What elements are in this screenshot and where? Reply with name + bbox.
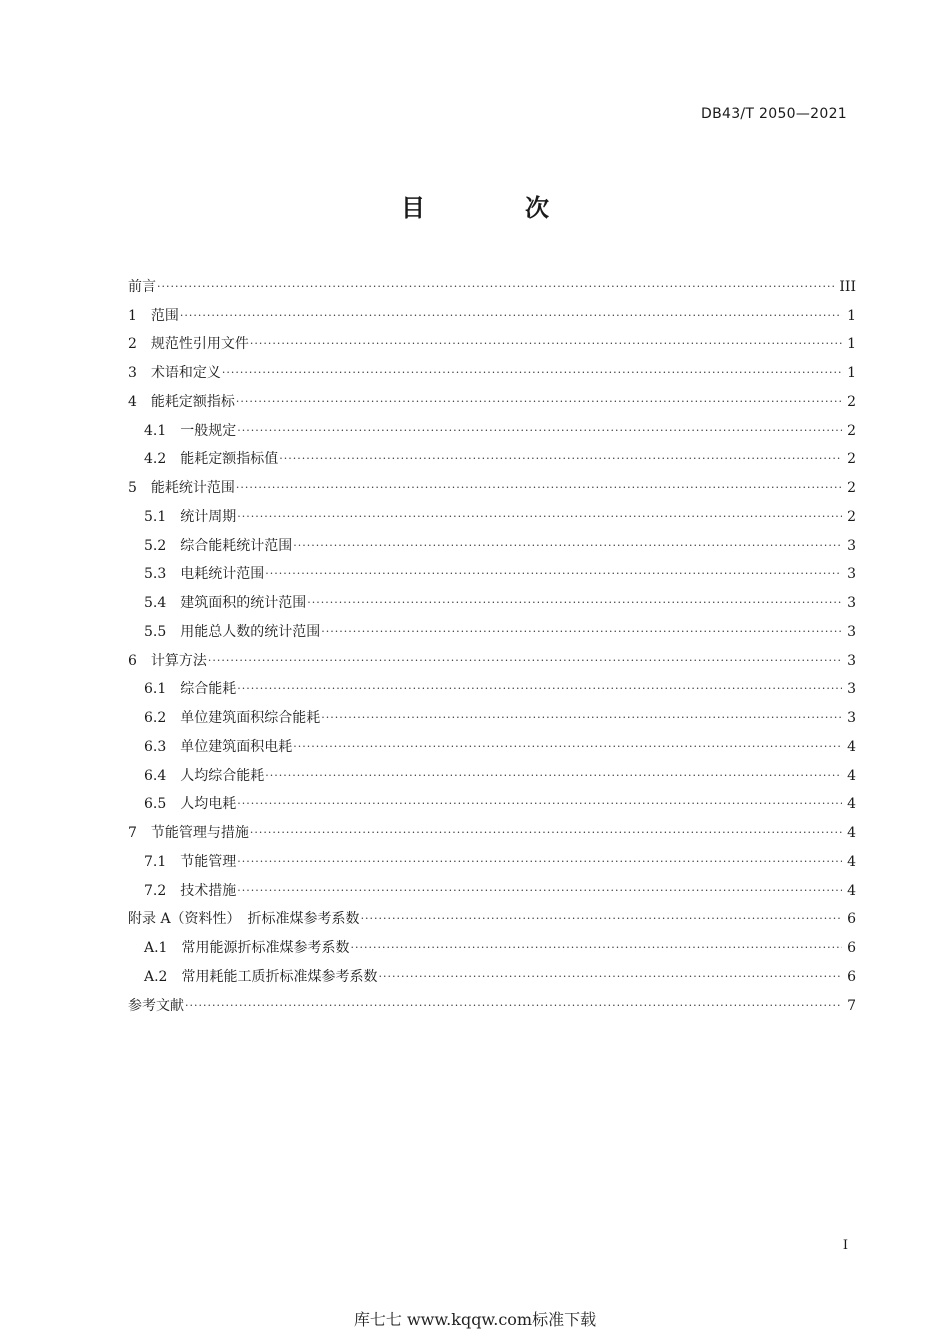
toc-entry-number: 2: [128, 336, 151, 353]
toc-entry-page: 4: [847, 825, 856, 841]
toc-entry[interactable]: [128, 354, 856, 383]
toc-entry-number: 6.3: [144, 738, 181, 755]
toc-entry-title: 一般规定: [180, 422, 237, 439]
dot-leader: [237, 794, 842, 814]
toc-entry-number: 6.1: [144, 681, 181, 698]
toc-entry-page: 6: [847, 968, 856, 985]
dot-leader: [157, 277, 835, 297]
toc-entry-title: 节能管理与措施: [150, 825, 249, 841]
toc-entry-title: 单位建筑面积综合能耗: [180, 710, 321, 726]
toc-entry-title: 建筑面积的统计范围: [180, 595, 307, 611]
page-title: 目 次: [401, 194, 587, 222]
toc-entry[interactable]: [128, 843, 856, 872]
dot-leader: [293, 737, 842, 757]
toc-entry-title: 人均综合能耗: [180, 767, 265, 784]
toc-entry-number: 5: [128, 480, 151, 496]
toc-entry-number: 4.2: [144, 451, 181, 468]
toc-entry-page: 2: [847, 480, 856, 496]
toc-entry[interactable]: [128, 671, 856, 700]
toc-entry-title: 综合能耗: [180, 681, 237, 698]
toc-entry-title: 单位建筑面积电耗: [180, 738, 293, 755]
dot-leader: [265, 564, 842, 584]
toc-entry-title: 综合能耗统计范围: [180, 537, 293, 554]
dot-leader: [237, 679, 842, 699]
dot-leader: [265, 766, 842, 786]
toc-entry-page: 7: [847, 997, 856, 1014]
toc-entry-page: 6: [847, 940, 856, 956]
toc-entry-title: 用能总人数的统计范围: [180, 623, 321, 640]
toc-entry-page: 1: [847, 336, 856, 353]
toc-entry[interactable]: [128, 872, 856, 901]
toc-entry-title: 规范性引用文件: [150, 336, 249, 353]
page-number: I: [842, 1238, 848, 1253]
toc-entry[interactable]: [128, 556, 856, 585]
toc-entry-page: 3: [847, 595, 856, 611]
toc-entry[interactable]: [128, 757, 856, 786]
dot-leader: [361, 909, 842, 929]
toc-entry-title: 能耗定额指标值: [180, 451, 279, 468]
toc-entry-number: 5.3: [144, 566, 181, 583]
toc-entry[interactable]: [128, 642, 856, 671]
toc-entry-page: 3: [847, 710, 856, 726]
toc-entry-page: 1: [847, 365, 856, 381]
toc-entry[interactable]: [128, 613, 856, 642]
dot-leader: [279, 449, 842, 469]
table-of-contents: [128, 268, 856, 1016]
toc-entry-title: 附录 A（资料性） 折标准煤参考系数: [128, 911, 360, 928]
toc-entry-number: A.2: [144, 968, 182, 985]
dot-leader: [321, 708, 842, 728]
toc-entry-title: 技术措施: [180, 882, 237, 899]
toc-entry-title: 能耗统计范围: [150, 480, 235, 496]
toc-entry[interactable]: [128, 297, 856, 326]
toc-entry-page: 3: [847, 566, 856, 583]
toc-entry-title: 节能管理: [180, 853, 237, 870]
toc-entry-title: 计算方法: [150, 652, 207, 669]
toc-entry[interactable]: [128, 584, 856, 613]
toc-entry-page: III: [839, 278, 856, 295]
dot-leader: [378, 967, 842, 987]
toc-entry[interactable]: [128, 469, 856, 498]
toc-entry-number: 4.1: [144, 422, 181, 439]
toc-entry-page: 3: [847, 652, 856, 669]
toc-entry-title: 常用耗能工质折标准煤参考系数: [181, 968, 378, 985]
toc-entry[interactable]: [128, 958, 856, 987]
dot-leader: [350, 938, 842, 958]
document-code: DB43/T 2050—2021: [701, 106, 847, 122]
dot-leader: [237, 852, 842, 872]
toc-entry-number: 6.4: [144, 767, 181, 784]
toc-entry-page: 4: [847, 738, 856, 755]
toc-entry-number: 5.1: [144, 508, 181, 525]
toc-entry[interactable]: [128, 326, 856, 355]
dot-leader: [237, 421, 842, 441]
toc-entry[interactable]: [128, 412, 856, 441]
toc-entry[interactable]: [128, 383, 856, 412]
toc-entry-title: 统计周期: [180, 508, 237, 525]
toc-entry-page: 2: [847, 393, 856, 410]
toc-entry-title: 范围: [150, 307, 179, 324]
dot-leader: [185, 996, 842, 1016]
dot-leader: [222, 363, 842, 383]
toc-entry[interactable]: [128, 441, 856, 470]
toc-entry-page: 4: [847, 882, 856, 899]
dot-leader: [208, 651, 842, 671]
toc-entry-page: 2: [847, 508, 856, 525]
toc-entry-page: 3: [847, 681, 856, 698]
toc-entry[interactable]: [128, 728, 856, 757]
toc-entry-page: 3: [847, 537, 856, 554]
toc-entry-page: 6: [847, 911, 856, 928]
toc-entry-page: 1: [847, 307, 856, 324]
toc-entry-page: 3: [847, 623, 856, 640]
toc-entry-title: 人均电耗: [180, 796, 237, 813]
toc-entry[interactable]: [128, 527, 856, 556]
dot-leader: [250, 334, 842, 354]
toc-entry-number: 5.2: [144, 537, 181, 554]
toc-entry-number: 6.5: [144, 796, 181, 813]
toc-entry-number: 5.5: [144, 623, 181, 640]
dot-leader: [236, 392, 842, 412]
toc-entry-title: 常用能源折标准煤参考系数: [181, 940, 350, 956]
dot-leader: [237, 507, 842, 527]
toc-entry-number: 7.2: [144, 882, 181, 899]
footer-watermark: 库七七 www.kqqw.com标准下载: [353, 1310, 597, 1329]
toc-entry-number: 5.4: [144, 595, 181, 611]
toc-entry-number: A.1: [144, 940, 182, 956]
toc-entry-page: 4: [847, 853, 856, 870]
toc-entry[interactable]: [128, 987, 856, 1016]
toc-entry-title: 能耗定额指标: [150, 393, 235, 410]
dot-leader: [321, 622, 842, 642]
toc-entry[interactable]: [128, 929, 856, 958]
toc-entry[interactable]: [128, 901, 856, 930]
toc-entry-title: 术语和定义: [150, 365, 221, 381]
toc-entry-title: 电耗统计范围: [180, 566, 265, 583]
dot-leader: [250, 823, 842, 843]
toc-entry[interactable]: [128, 498, 856, 527]
toc-entry-number: 6: [128, 652, 151, 669]
toc-entry-page: 2: [847, 422, 856, 439]
toc-entry-title: 前言: [128, 278, 156, 295]
dot-leader: [307, 593, 842, 613]
toc-entry-page: 4: [847, 767, 856, 784]
toc-entry[interactable]: [128, 268, 856, 297]
toc-entry-number: 1: [128, 307, 151, 324]
toc-entry-page: 2: [847, 451, 856, 468]
toc-entry[interactable]: [128, 699, 856, 728]
toc-entry[interactable]: [128, 786, 856, 815]
dot-leader: [236, 478, 842, 498]
dot-leader: [237, 881, 842, 901]
dot-leader: [293, 536, 842, 556]
toc-entry-page: 4: [847, 796, 856, 813]
toc-entry-number: 4: [128, 393, 151, 410]
toc-entry-number: 6.2: [144, 710, 181, 726]
toc-entry-number: 7.1: [144, 853, 181, 870]
dot-leader: [180, 306, 842, 326]
toc-entry[interactable]: [128, 814, 856, 843]
toc-entry-number: 7: [128, 825, 151, 841]
toc-entry-number: 3: [128, 365, 151, 381]
toc-entry-title: 参考文献: [128, 997, 184, 1014]
